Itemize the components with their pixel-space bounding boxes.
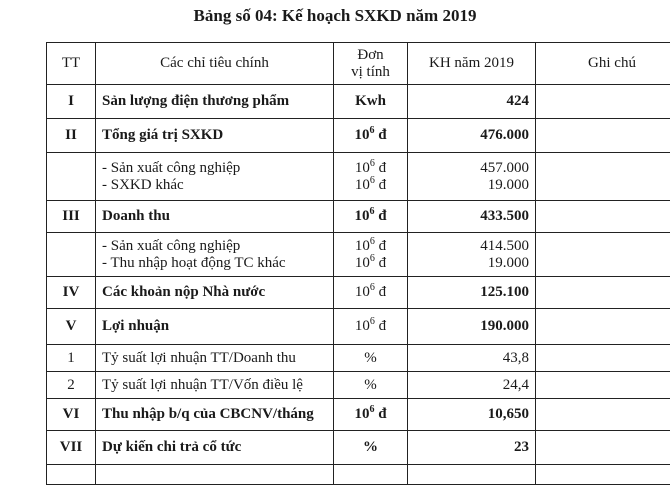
- row-note: [536, 309, 670, 345]
- row-unit: Kwh: [334, 85, 408, 119]
- row-value: 190.000: [408, 309, 536, 345]
- table-row-sub: [47, 153, 670, 201]
- row-tt: VI: [47, 399, 96, 431]
- row-value: 10,650: [408, 399, 536, 431]
- row-note: [536, 372, 670, 399]
- table-row: [47, 201, 670, 233]
- row-name: Lợi nhuận: [96, 309, 334, 345]
- row-tt: [47, 153, 96, 201]
- row-note: [536, 153, 670, 201]
- row-name: Tỷ suất lợi nhuận TT/Vốn điều lệ: [96, 372, 334, 399]
- table-row: [47, 309, 670, 345]
- row-unit: $10^6$ đ $10^6$ đ: [334, 233, 408, 277]
- row-note: [536, 345, 670, 372]
- row-tt: 1: [47, 345, 96, 372]
- plan-table: [46, 42, 670, 485]
- sub-item-name: - Thu nhập hoạt động TC khác: [102, 255, 327, 272]
- row-name: [96, 233, 334, 277]
- header-row: [47, 43, 670, 85]
- table-row: [47, 372, 670, 399]
- row-note: [536, 277, 670, 309]
- row-tt: 2: [47, 372, 96, 399]
- row-name: Tỷ suất lợi nhuận TT/Doanh thu: [96, 345, 334, 372]
- sub-item-name: - Sản xuất công nghiệp: [102, 160, 327, 177]
- row-value: 433.500: [408, 201, 536, 233]
- row-note: [536, 201, 670, 233]
- row-name: Dự kiến chi trả cổ tức: [96, 431, 334, 465]
- row-value: 424: [408, 85, 536, 119]
- row-tt: I: [47, 85, 96, 119]
- row-tt: IV: [47, 277, 96, 309]
- row-unit: $10^6$ đ: [334, 277, 408, 309]
- row-value: 23: [408, 431, 536, 465]
- row-tt: III: [47, 201, 96, 233]
- row-name: Doanh thu: [96, 201, 334, 233]
- table-row: [47, 119, 670, 153]
- table-row: [47, 345, 670, 372]
- table-row: [47, 277, 670, 309]
- sub-item-value: 19.000: [414, 255, 529, 272]
- header-unit: [334, 43, 408, 85]
- row-name: Sản lượng điện thương phẩm: [96, 85, 334, 119]
- header-note: Ghi chú: [536, 43, 670, 85]
- header-tt: TT: [47, 43, 96, 85]
- header-unit-line2: vị tính: [340, 64, 401, 81]
- sub-item-name: - SXKD khác: [102, 177, 327, 194]
- row-note: [536, 399, 670, 431]
- row-value: 476.000: [408, 119, 536, 153]
- header-unit-line1: Đơn: [340, 47, 401, 64]
- row-unit: %: [334, 431, 408, 465]
- row-name: Tổng giá trị SXKD: [96, 119, 334, 153]
- row-tt: [47, 233, 96, 277]
- row-unit: $10^6$ đ: [334, 399, 408, 431]
- sub-item-value: 414.500: [414, 238, 529, 255]
- row-tt: II: [47, 119, 96, 153]
- table-row-sub: [47, 233, 670, 277]
- row-tt: VII: [47, 431, 96, 465]
- row-name: [96, 153, 334, 201]
- row-note: [536, 233, 670, 277]
- row-value: 24,4: [408, 372, 536, 399]
- table-row: [47, 399, 670, 431]
- sub-item-value: 19.000: [414, 177, 529, 194]
- table-row-partial: [47, 465, 670, 485]
- table-row: [47, 431, 670, 465]
- header-plan: KH năm 2019: [408, 43, 536, 85]
- row-unit: %: [334, 372, 408, 399]
- header-name: Các chỉ tiêu chính: [96, 43, 334, 85]
- row-unit: %: [334, 345, 408, 372]
- row-unit: $10^6$ đ $10^6$ đ: [334, 153, 408, 201]
- table-row: [47, 85, 670, 119]
- row-value: 125.100: [408, 277, 536, 309]
- row-value: [408, 153, 536, 201]
- row-unit: $10^6$ đ: [334, 119, 408, 153]
- row-note: [536, 85, 670, 119]
- sub-item-name: - Sản xuất công nghiệp: [102, 238, 327, 255]
- row-note: [536, 431, 670, 465]
- table-title: Bảng số 04: Kế hoạch SXKD năm 2019: [0, 6, 670, 26]
- row-note: [536, 119, 670, 153]
- row-tt: V: [47, 309, 96, 345]
- row-unit: $10^6$ đ: [334, 309, 408, 345]
- row-name: Thu nhập b/q của CBCNV/tháng: [96, 399, 334, 431]
- sub-item-value: 457.000: [414, 160, 529, 177]
- row-value: 43,8: [408, 345, 536, 372]
- row-value: [408, 233, 536, 277]
- row-name: Các khoản nộp Nhà nước: [96, 277, 334, 309]
- row-unit: $10^6$ đ: [334, 201, 408, 233]
